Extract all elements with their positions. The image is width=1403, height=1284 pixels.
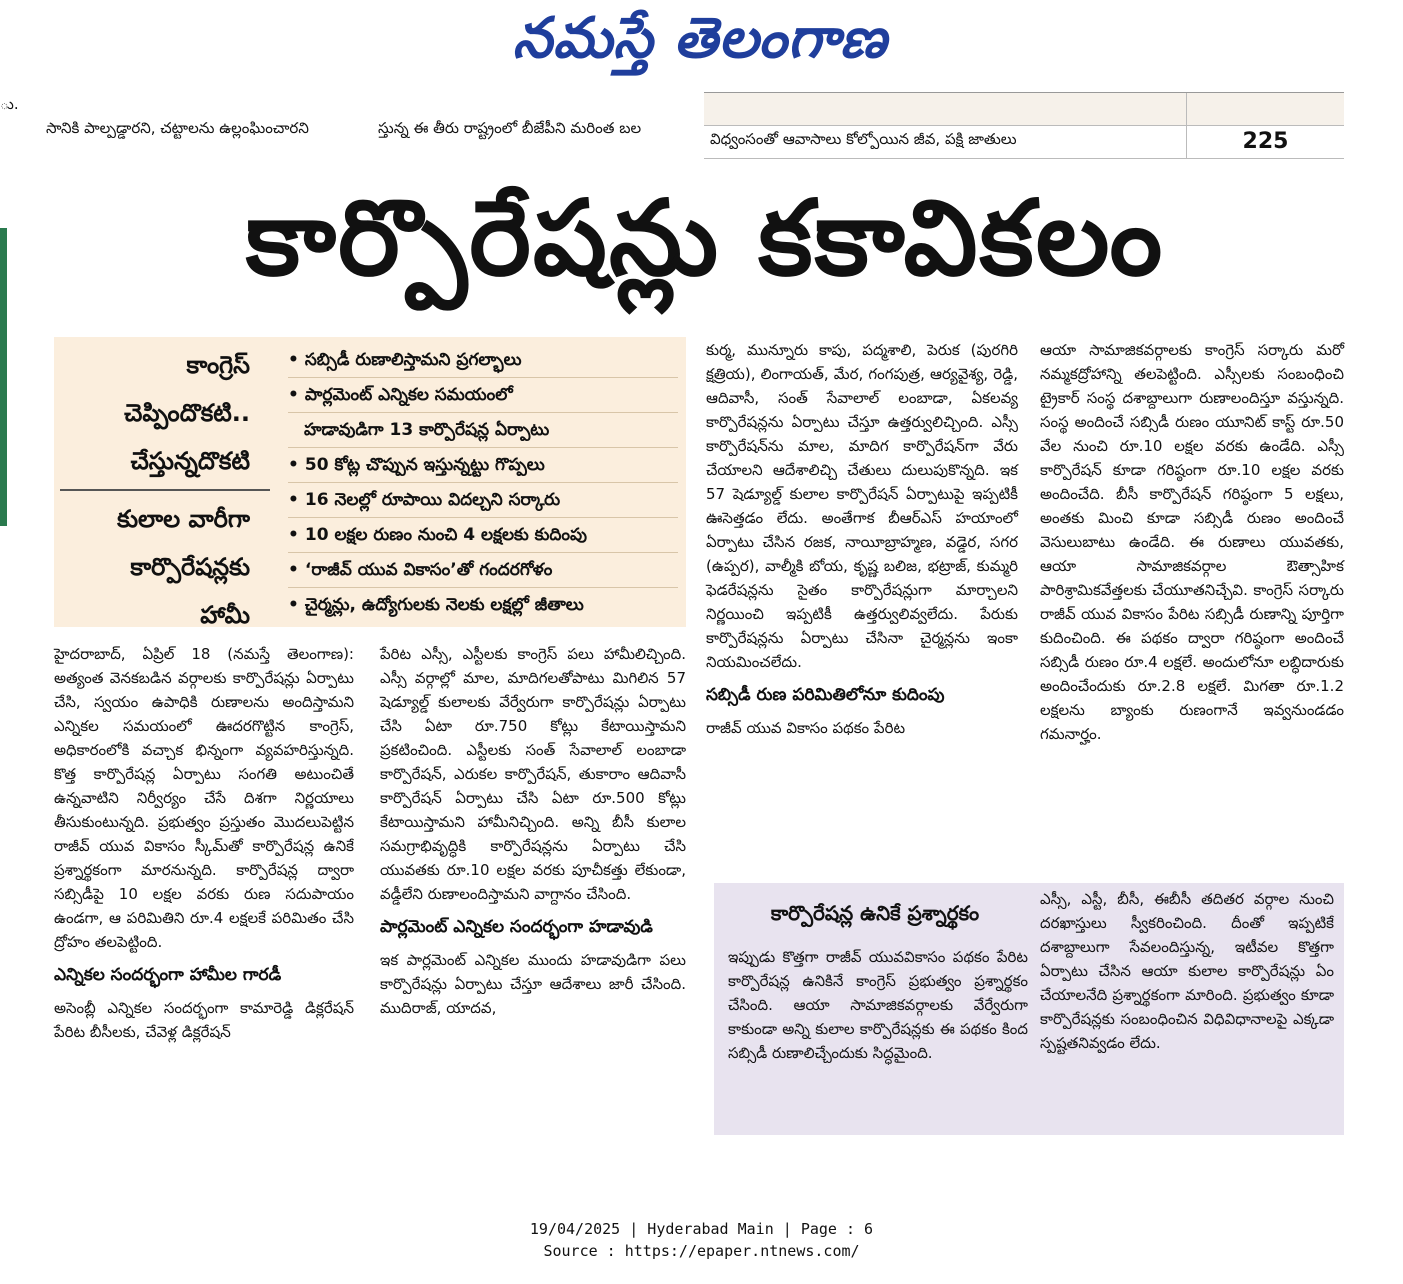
masthead-title: నమస్తే తెలంగాణ	[512, 5, 888, 71]
paragraph: కుర్మ, మున్నూరు కాపు, పద్మశాలి, పెరుక (పురగిరి క్షత్రియ), లింగాయత్, మేర, గంగపుత్ర, ఆర్యవైశ్య, రెడ్డి, ఆదివాసీ, సంత్ సేవాలాల్ లంబాడా, ఏకలవ్య కార్పొరేషన్లను ఏర్పాటు చేస్తూ ఉత్తర్వులిచ్చింది. ఎస్సీ కార్పొరేషన్‌ను మాల, మాదిగ కార్పొరేషన్‌గా వేరు చేయాలని ఆదేశాలిచ్చి చేతులు దులుపుకొన్నది. ఇక 57 షెడ్యూల్డ్ కులాల కార్పొరేషన్ ఏర్పాటుపై ఇప్పటికీ ఊసెత్తడం లేదు. అంతేగాక బీఆర్‌ఎస్ హయాంలో ఏర్పాటు చేసిన రజక, నాయీబ్రాహ్మణ, వడ్డెర, సగర (ఉప్పర), వాల్మీకి బోయ, కృష్ణ బలిజ, భట్రాజ్, కుమ్మరి ఫెడరేషన్లను సైతం కార్పొరేషన్లుగా మార్చాలని నిర్ణయించి ఇప్పటికీ ఉత్తర్వులివ్వలేదు. పేరుకు కార్పొరేషన్లను ఏర్పాటు చేసినా చైర్మన్లను ఇంకా నియమించలేదు.	[706, 341, 1018, 671]
subheading: పార్లమెంట్ ఎన్నికల సందర్భంగా హడావుడి	[380, 917, 653, 937]
stats-table	[704, 92, 1344, 159]
quote-line: చెప్పిందొకటి..	[124, 399, 250, 427]
bullet-item: • 16 నెలల్లో రూపాయి విదల్చని సర్కారు	[288, 483, 678, 518]
paragraph: హైదరాబాద్, ఏప్రిల్ 18 (నమస్తే తెలంగాణ): అత్యంత వెనకబడిన వర్గాలకు కార్పొరేషన్లు ఏర్పాటు చేసి, స్వయం ఉపాధికి రుణాలను అందిస్తామని ఎన్నికల సమయంలో ఊదరగొట్టిన కాంగ్రెస్, అధికారంలోకి వచ్చాక భిన్నంగా వ్యవహరిస్తున్నది. కొత్త కార్పొరేషన్ల ఏర్పాటు సంగతి అటుంచితే ఉన్నవాటిని నిర్వీర్యం చేసే దిశగా నిర్ణయాలు తీసుకుంటున్నది. ప్రభుత్వం ప్రస్తుతం మొదలుపెట్టిన రాజీవ్ యువ వికాసం స్కీమ్‌తో కార్పొరేషన్ల ఉనికే ప్రశ్నార్థకంగా మారనున్నది. కార్పొరేషన్ల ద్వారా సబ్సిడీపై 10 లక్షల వరకు రుణ సదుపాయం ఉండగా, ఆ పరిమితిని రూ.4 లక్షలకే పరిమితం చేసి ద్రోహం తలపెట్టింది.	[54, 645, 354, 951]
quote-line: కాంగ్రెస్	[186, 351, 250, 379]
stats-value	[1187, 93, 1344, 125]
stats-row	[704, 93, 1344, 126]
box-title: కార్పొరేషన్ల ఉనికే ప్రశ్నార్థకం	[770, 901, 980, 925]
top-col2-line2: స్తున్న ఈ తీరు రాష్ట్రంలో బీజేపీని మరింత బల	[378, 119, 642, 137]
article-column-3	[706, 338, 1018, 740]
quote-line: చేస్తున్నదొకటి	[130, 447, 250, 475]
stats-label: విధ్వంసంతో ఆవాసాలు కోల్పోయిన జీవ, పక్షి జాతులు	[704, 126, 1187, 158]
footer-source: Source : https://epaper.ntnews.com/	[543, 1242, 860, 1260]
paragraph: అసెంబ్లీ ఎన్నికల సందర్భంగా కామారెడ్డి డిక్లరేషన్ పేరిట బీసీలకు, చేవెళ్ల డిక్లరేషన్	[54, 999, 354, 1041]
article-column-1	[54, 642, 354, 1044]
bullet-item: • పార్లమెంట్ ఎన్నికల సమయంలో	[288, 378, 678, 413]
highlight-box	[54, 337, 686, 627]
highlight-quotes	[60, 337, 270, 627]
subheading: ఎన్నికల సందర్భంగా హామీల గారడీ	[54, 965, 282, 985]
box-right-text: ఎస్సీ, ఎస్టీ, బీసీ, ఈబీసీ తదితర వర్గాల నుంచి దరఖాస్తులు స్వీకరించింది. దీంతో ఇప్పటికే దశాబ్దాలుగా సేవలందిస్తున్న, ఇటీవల కొత్తగా ఏర్పాటు చేసిన ఆయా కులాల కార్పొరేషన్లు ఏం చేయాలనేది ప్రశ్నార్థకంగా మారింది. ప్రభుత్వం కూడా కార్పొరేషన్లకు సంబంధించిన విధివిధానాలపై ఎక్కడా స్పష్టతనివ్వడం లేదు.	[1040, 890, 1334, 1052]
masthead-logo	[420, 6, 980, 84]
stats-value: 225	[1242, 129, 1289, 154]
bullet-item: హడావుడిగా 13 కార్పొరేషన్ల ఏర్పాటు	[288, 413, 678, 448]
quote-line: కార్పొరేషన్లకు	[130, 553, 250, 581]
subheading: సబ్సిడీ రుణ పరిమితిలోనూ కుదింపు	[706, 685, 945, 705]
bullet-item: • ‘రాజీవ్ యువ వికాసం’తో గందరగోళం	[288, 553, 678, 588]
sidebar-box	[714, 883, 1344, 1135]
box-left-text: ఇప్పుడు కొత్తగా రాజీవ్ యువవికాసం పథకం పేరిట కార్పొరేషన్ల ఉనికినే కాంగ్రెస్ ప్రభుత్వం ప్రశ్నార్థకం చేసింది. ఆయా సామాజికవర్గాలకు వేర్వేరుగా కాకుండా అన్ని కులాల కార్పొరేషన్లకు ఈ పథకం కింద సబ్సిడీ రుణాలిచ్చేందుకు సిద్ధమైంది.	[728, 948, 1028, 1062]
quote-line: హామీ	[200, 601, 250, 629]
top-col1-line2: సానికి పాల్పడ్డారని, చట్టాలను ఉల్లంఘించారని	[46, 119, 309, 137]
cut-text: ు.	[0, 95, 19, 113]
paragraph: రాజీవ్ యువ వికాసం పథకం పేరిట	[706, 719, 906, 737]
bullet-item: • చైర్మన్లు, ఉద్యోగులకు నెలకు లక్షల్లో జీతాలు	[288, 588, 678, 622]
quote-line: కులాల వారీగా	[117, 505, 250, 533]
paragraph: ఇక పార్లమెంట్ ఎన్నికల ముందు హడావుడిగా పలు కార్పొరేషన్లు ఏర్పాటు చేస్తూ ఆదేశాలు జారీ చేసింది. ముదిరాజ్, యాదవ,	[380, 951, 686, 1017]
paragraph: ఆయా సామాజికవర్గాలకు కాంగ్రెస్ సర్కారు మరో నమ్మకద్రోహాన్ని తలపెట్టింది. ఎస్సీలకు సంబంధించి ట్రైకార్ సంస్థ దశాబ్దాలుగా రుణాలందిస్తూ వస్తున్నది. సంస్థ అందించే సబ్సిడీ రుణం యూనిట్ కాస్ట్ రూ.50 వేల నుంచి రూ.10 లక్షల వరకు ఉండేది. ఎస్సీ కార్పొరేషన్ కూడా గరిష్ఠంగా రూ.10 లక్షల వరకు అందించేది. బీసీ కార్పొరేషన్ గరిష్ఠంగా 5 లక్షలు, అంతకు మించి కూడా సబ్సిడీ రుణం అందించే వెసులుబాటు ఉండేది. ఈ రుణాలు యువతకు, ఆయా సామాజికవర్గాల ఔత్సాహిక పారిశ్రామికవేత్తలకు చేయూతనిచ్చేవి. కాంగ్రెస్ సర్కారు రాజీవ్ యువ వికాసం పేరిట సబ్సిడీ రుణాన్ని పూర్తిగా కుదించింది. ఈ పథకం ద్వారా గరిష్ఠంగా అందించే సబ్సిడీ రుణం రూ.4 లక్షలే. అందులోనూ లబ్ధిదారుకు అందించేందుకు రూ.2.8 లక్షలే. మిగతా రూ.1.2 లక్షలను బ్యాంకు రుణంగానే ఇవ్వనుండడం గమనార్హం.	[1040, 341, 1344, 743]
highlight-bullets	[288, 343, 678, 622]
page-footer	[0, 1218, 1403, 1262]
bullet-item: • 50 కోట్ల చొప్పున ఇస్తున్నట్టు గొప్పలు	[288, 448, 678, 483]
headline	[60, 176, 1350, 326]
footer-date-edition: 19/04/2025 | Hyderabad Main | Page : 6	[529, 1220, 874, 1238]
bullet-item: • 10 లక్షల రుణం నుంచి 4 లక్షలకు కుదింపు	[288, 518, 678, 553]
stats-label	[704, 93, 1187, 125]
article-column-4	[1040, 338, 1344, 746]
headline-text: కార్పొరేషన్లు కకావికలం	[245, 177, 1165, 299]
stats-row	[704, 126, 1344, 159]
quote-divider	[60, 489, 270, 491]
side-color-bar	[0, 228, 7, 526]
paragraph: పేరిట ఎస్సీ, ఎస్టీలకు కాంగ్రెస్ పలు హామీలిచ్చింది. ఎస్సీ వర్గాల్లో మాల, మాదిగలతోపాటు మిగిలిన 57 షెడ్యూల్డ్ కులాలకు వేర్వేరుగా కార్పొరేషన్లు ఏర్పాటు చేసి ఏటా రూ.750 కోట్లు కేటాయిస్తామని ప్రకటించింది. ఎస్టీలకు సంత్ సేవాలాల్ లంబాడా కార్పొరేషన్, ఎరుకల కార్పొరేషన్, తుకారాం ఆదివాసీ కార్పొరేషన్ ఏర్పాటు చేసి ఏటా రూ.500 కోట్లు కేటాయిస్తామని హామీనిచ్చింది. అన్ని బీసీ కులాల సమగ్రాభివృద్ధికి కార్పొరేషన్లను ఏర్పాటు చేసి యువతకు రూ.10 లక్షల వరకు పూచీకత్తు లేకుండా, వడ్డీలేని రుణాలందిస్తామని వాగ్దానం చేసింది.	[380, 645, 686, 903]
article-column-2	[380, 642, 686, 1020]
bullet-item: • సబ్సిడీ రుణాలిస్తామని ప్రగల్భాలు	[288, 343, 678, 378]
